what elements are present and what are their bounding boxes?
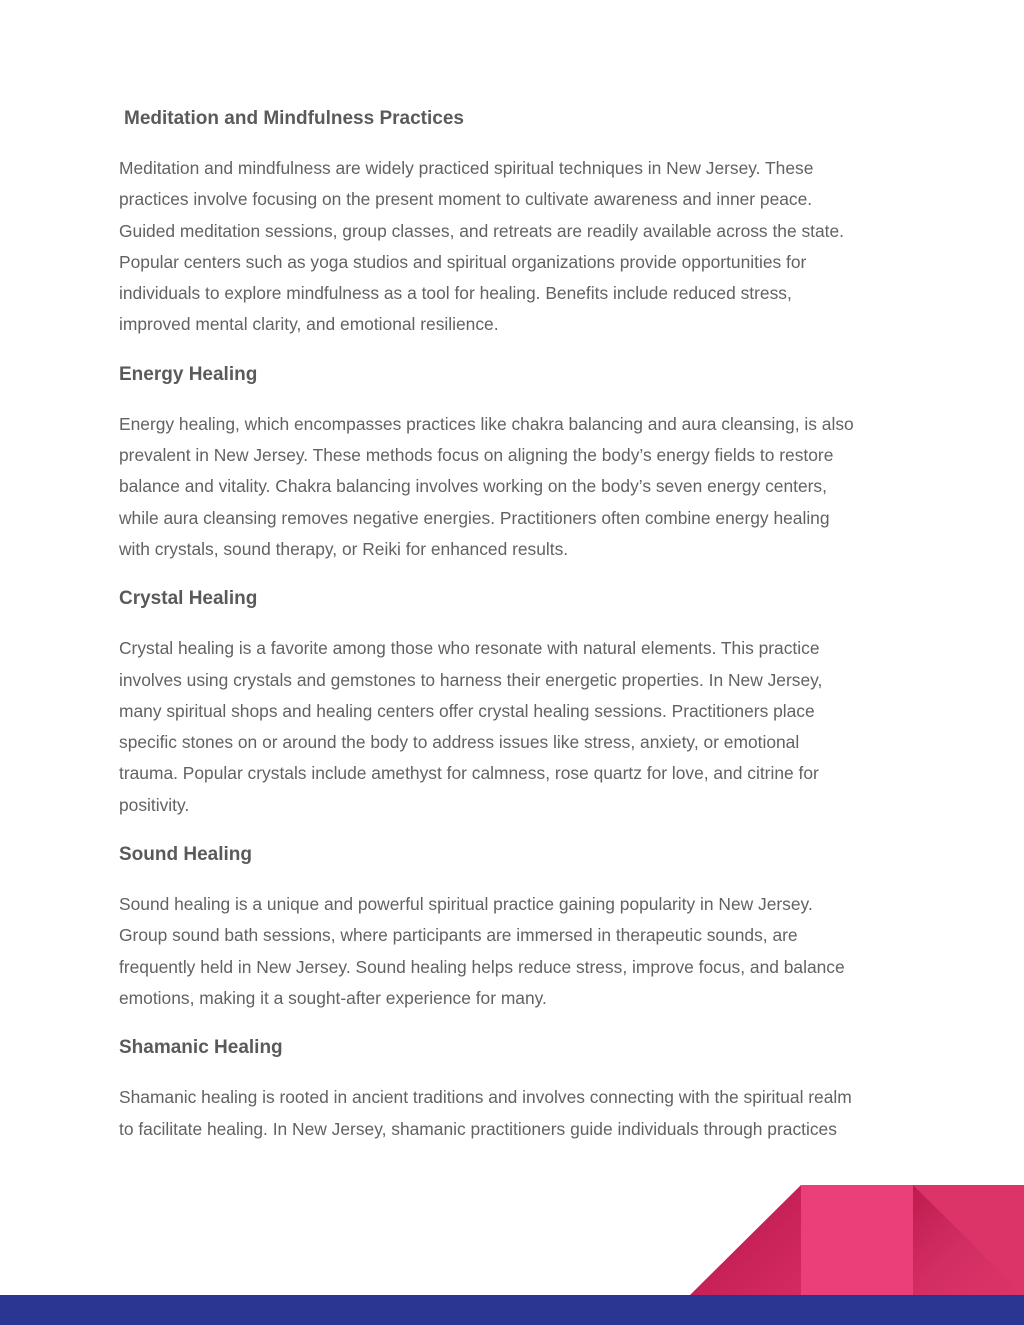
section-body-sound-healing: Sound healing is a unique and powerful spiritual practice gaining popularity in New Jersey. Group sound bath sessions, where participants are immersed in therapeutic sounds, are frequently held in New Jersey. Sound healing helps reduce stress, improve focus, and balance emotions, making it a sought-after experience for many.: [119, 894, 845, 1008]
section-body-shamanic-healing: Shamanic healing is rooted in ancient traditions and involves connecting with the spiritual realm to facilitate healing. In New Jersey, shamanic practitioners guide individuals through practices: [119, 1087, 852, 1139]
section-body-meditation: Meditation and mindfulness are widely practiced spiritual techniques in New Jersey. These practices involve focusing on the present moment to cultivate awareness and inner peace. Guided meditation sessions, group classes, and retreats are readily available across the state. Popular centers such as yoga studios and spiritual organizations provide opportunities for individuals to explore mindfulness as a tool for healing. Benefits include reduced stress, improved mental clarity, and emotional resilience.: [119, 158, 844, 335]
section-heading-energy-healing: Energy Healing: [119, 363, 258, 385]
article-content: [119, 104, 919, 1164]
decorative-corner-shapes: [690, 1185, 1024, 1295]
section-heading-crystal-healing: Crystal Healing: [119, 588, 258, 610]
corner-triangle-left: [690, 1185, 801, 1295]
section-heading-sound-healing: Sound Healing: [119, 844, 252, 866]
section-body-crystal-healing: Crystal healing is a favorite among those who resonate with natural elements. This practice involves using crystals and gemstones to harness their energetic properties. In New Jersey, many spiritual shops and healing centers offer crystal healing sessions. Practitioners place specific stones on or around the body to address issues like stress, anxiety, or emotional trauma. Popular crystals include amethyst for calmness, rose quartz for love, and citrine for positivity.: [119, 638, 823, 815]
footer-band: [0, 1295, 1024, 1325]
section-body-energy-healing: Energy healing, which encompasses practices like chakra balancing and aura cleansing, is also prevalent in New Jersey. These methods focus on aligning the body’s energy fields to restore balance and vitality. Chakra balancing involves working on the body’s seven energy centers, while aura cleansing removes negative energies. Practitioners often combine energy healing with crystals, sound therapy, or Reiki for enhanced results.: [119, 413, 854, 559]
corner-block-middle: [801, 1185, 913, 1295]
section-heading-shamanic-healing: Shamanic Healing: [119, 1037, 283, 1059]
section-heading-meditation: Meditation and Mindfulness Practices: [124, 108, 464, 129]
